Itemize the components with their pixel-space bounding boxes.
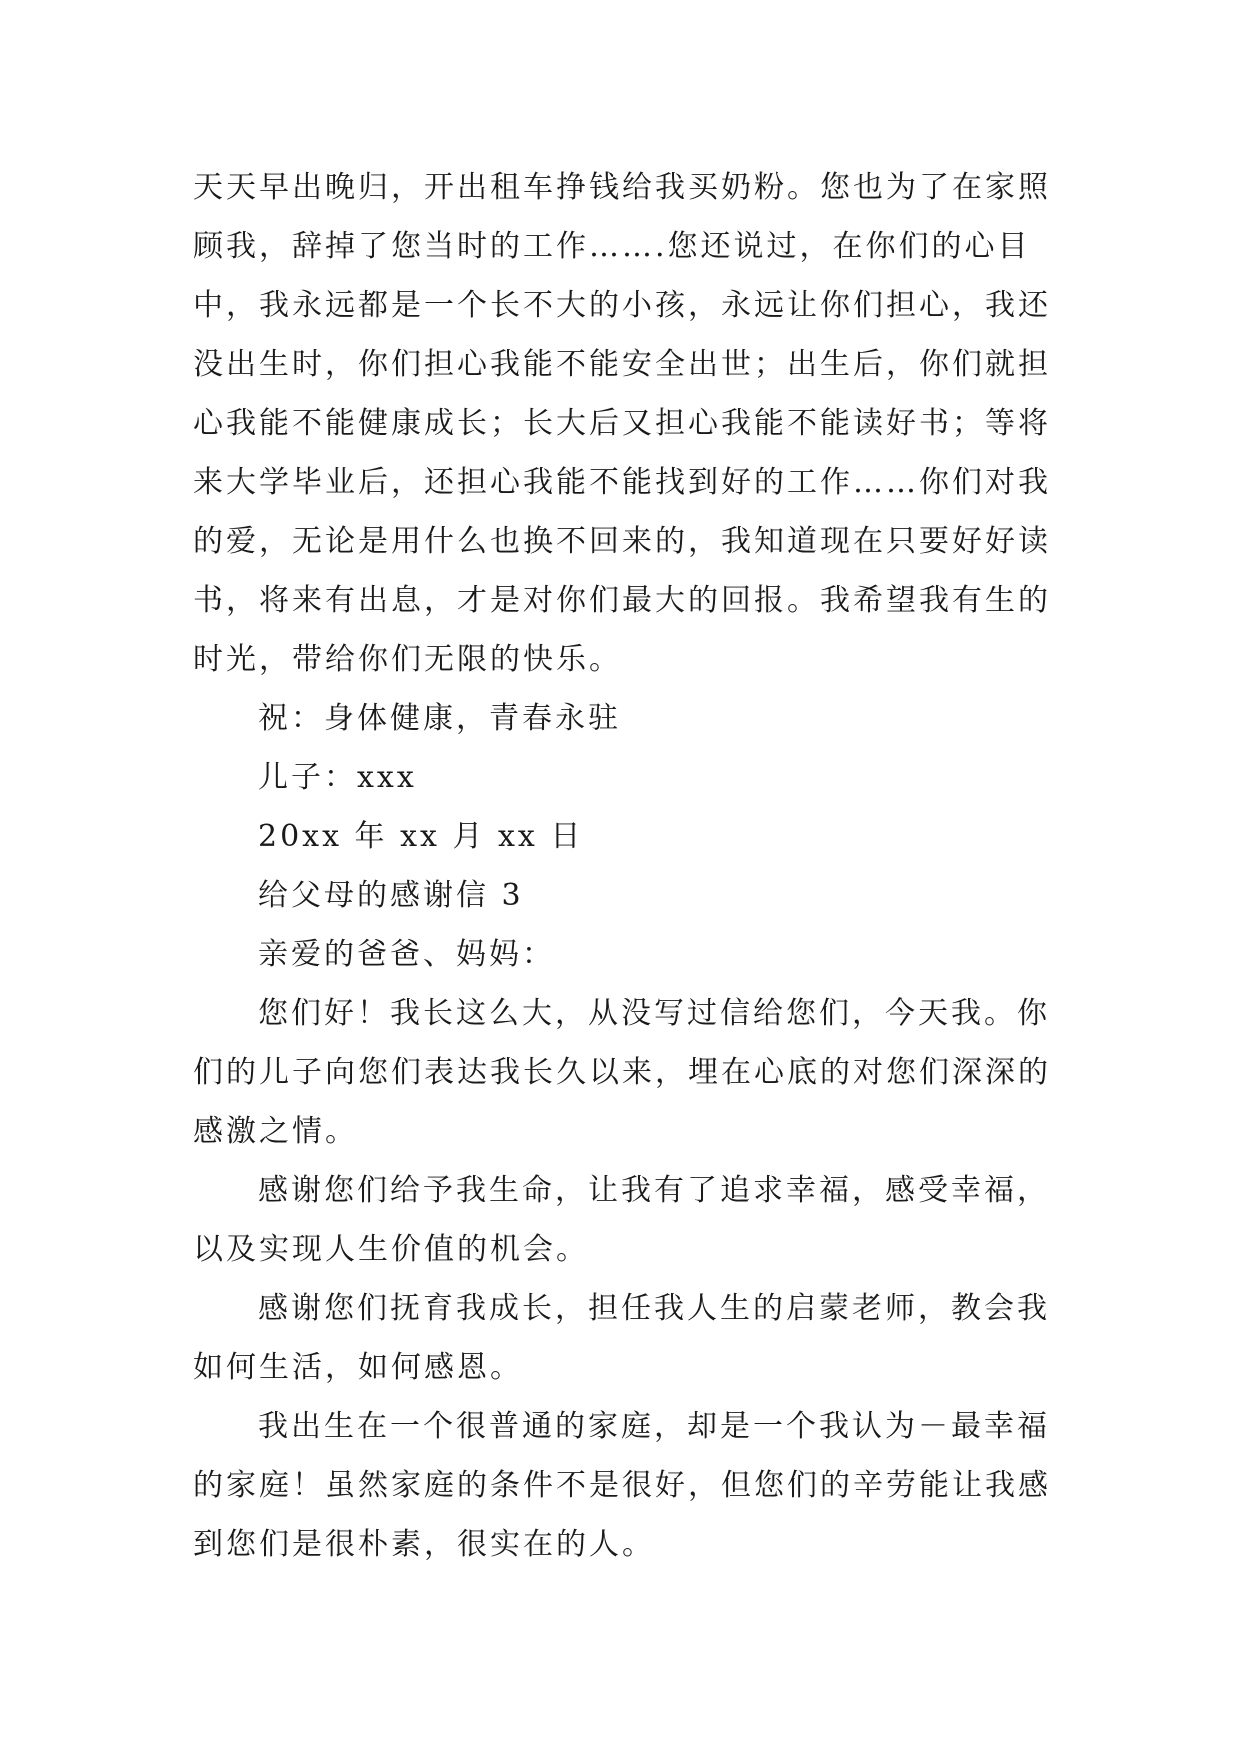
text-line: 感激之情。 — [193, 1114, 358, 1149]
text-line: 感谢您们抚育我成长，担任我人生的启蒙老师，教会我 — [258, 1291, 1050, 1326]
text-line: 时光，带给你们无限的快乐。 — [193, 642, 622, 677]
text-line: 的爱，无论是用什么也换不回来的，我知道现在只要好好读 — [193, 524, 1051, 559]
text-line: 心我能不能健康成长；长大后又担心我能不能读好书；等将 — [193, 406, 1051, 441]
text-line: 来大学毕业后，还担心我能不能找到好的工作……你们对我 — [193, 465, 1051, 500]
section-title: 给父母的感谢信 3 — [258, 878, 524, 913]
text-line: 没出生时，你们担心我能不能安全出世；出生后，你们就担 — [193, 347, 1051, 382]
text-line: 到您们是很朴素，很实在的人。 — [193, 1527, 655, 1562]
text-line: 顾我，辞掉了您当时的工作…….您还说过，在你们的心目 — [193, 229, 1031, 264]
text-line: 您们好！我长这么大，从没写过信给您们，今天我。你 — [258, 996, 1050, 1031]
text-line: 中，我永远都是一个长不大的小孩，永远让你们担心，我还 — [193, 288, 1051, 323]
text-line: 如何生活，如何感恩。 — [193, 1350, 523, 1385]
letter-body — [193, 158, 1073, 1574]
text-line: 我出生在一个很普通的家庭，却是一个我认为－最幸福 — [258, 1409, 1050, 1444]
text-line: 感谢您们给予我生命，让我有了追求幸福，感受幸福， — [258, 1173, 1050, 1208]
signature: 儿子：xxx — [258, 760, 417, 795]
closing-wish: 祝：身体健康，青春永驻 — [258, 701, 621, 736]
salutation: 亲爱的爸爸、妈妈： — [258, 937, 555, 972]
text-line: 的家庭！虽然家庭的条件不是很好，但您们的辛劳能让我感 — [193, 1468, 1051, 1503]
text-line: 们的儿子向您们表达我长久以来，埋在心底的对您们深深的 — [193, 1055, 1051, 1090]
date-line: 20xx 年 xx 月 xx 日 — [258, 819, 584, 854]
text-line: 书，将来有出息，才是对你们最大的回报。我希望我有生的 — [193, 583, 1051, 618]
text-line: 天天早出晚归，开出租车挣钱给我买奶粉。您也为了在家照 — [193, 170, 1051, 205]
text-line: 以及实现人生价值的机会。 — [193, 1232, 589, 1267]
